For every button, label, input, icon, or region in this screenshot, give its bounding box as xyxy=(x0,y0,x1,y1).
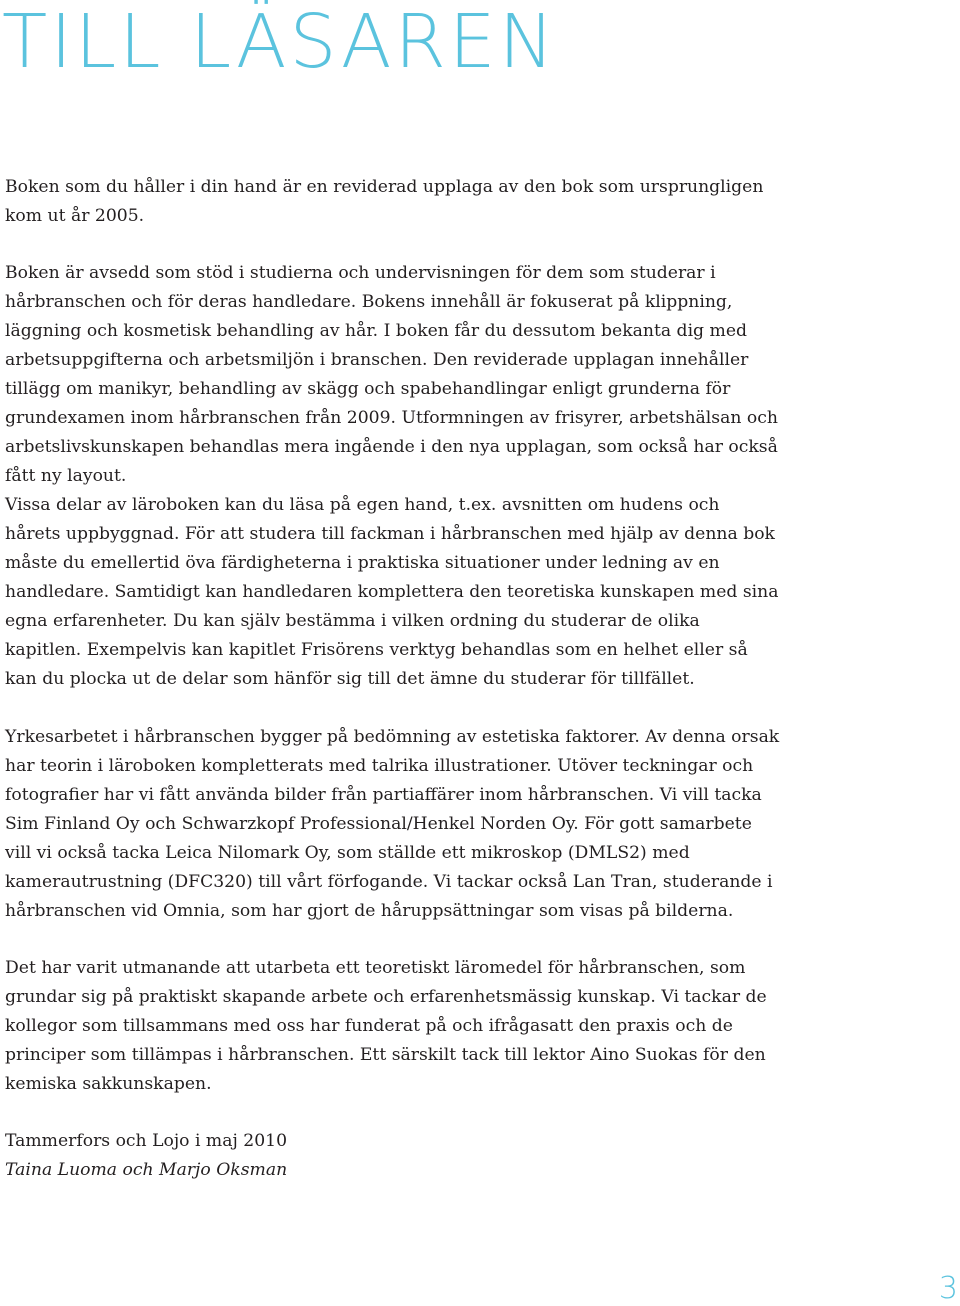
paragraph-text: Boken är avsedd som stöd i studierna och undervisningen för dem som studerar i hårbranschen och för deras handledare. Bokens innehåll är fokuserat på klippning, läggning och kosmetisk behandling av hår. I boken får du dessutom bekanta dig med arbetsuppgifterna och arbetsmiljön i branschen. Den reviderade upplagan innehåller tillägg om manikyr, behandling av skägg och spabehandlingar enligt grunderna för grundexamen inom hårbranschen från 2009. Utformningen av frisyrer, arbetshälsan och arbetslivskunskapen behandlas mera ingående i den nya upplagan, som också har också fått ny layout. xyxy=(5,263,778,486)
paragraph-text: Yrkesarbetet i hårbranschen bygger på bedömning av estetiska faktorer. Av denna orsak har teorin i läroboken kompletterats med talrika illustrationer. Utöver teckningar och fotografier har vi fått använda bilder från partiaffärer inom hårbranschen. Vi vill tacka Sim Finland Oy och Schwarzkopf Professional/Henkel Norden Oy. För gott samarbete vill vi också tacka Leica Nilomark Oy, som ställde ett mikroskop (DMLS2) med kamerautrustning (DFC320) till vårt förfogande. Vi tackar också Lan Tran, studerande i hårbranschen vid Omnia, som har gjort de håruppsättningar som visas på bilderna. xyxy=(5,727,780,921)
signature-block xyxy=(5,1127,287,1185)
place-date: Tammerfors och Lojo i maj 2010 xyxy=(5,1131,288,1151)
authors: Taina Luoma och Marjo Oksman xyxy=(5,1160,288,1180)
paragraph-text: Vissa delar av läroboken kan du läsa på egen hand, t.ex. avsnitten om hudens och hårets uppbyggnad. För att studera till fackman i hårbranschen med hjälp av denna bok måste du emellertid öva färdigheterna i praktiska situationer under ledning av en handledare. Samtidigt kan handledaren komplettera den teoretiska kunskapen med sina egna erfarenheter. Du kan själv bestämma i vilken ordning du studerar de olika kapitlen. Exempelvis kan kapitlet Frisörens verktyg behandlas som en helhet eller så kan du plocka ut de delar som hänför sig till det ämne du studerar för tillfället. xyxy=(5,495,779,689)
paragraph-2 xyxy=(5,259,780,491)
paragraph-3 xyxy=(5,491,780,694)
paragraph-4 xyxy=(5,723,780,926)
paragraph-text: Boken som du håller i din hand är en reviderad upplaga av den bok som ursprungligen kom ut år 2005. xyxy=(5,177,764,226)
page-number: 3 xyxy=(938,1271,958,1306)
paragraph-5 xyxy=(5,954,780,1099)
paragraph-1 xyxy=(5,173,780,231)
paragraph-text: Det har varit utmanande att utarbeta ett teoretiskt läromedel för hårbranschen, som grundar sig på praktiskt skapande arbete och erfarenhetsmässig kunskap. Vi tackar de kollegor som tillsammans med oss har funderat på och ifrågasatt den praxis och de principer som tillämpas i hårbranschen. Ett särskilt tack till lektor Aino Suokas för den kemiska sakkunskapen. xyxy=(5,958,767,1094)
page-title: TILL LÄSAREN xyxy=(2,0,558,85)
